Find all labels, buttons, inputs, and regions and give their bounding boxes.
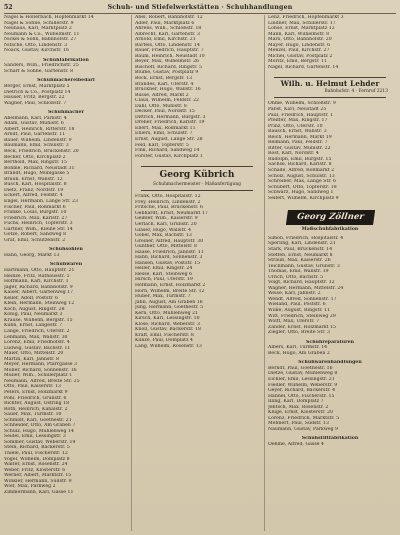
directory-entry: Baumann, Emil, Schulstr. 3 <box>4 143 69 149</box>
directory-entry: Beyer, Max, Wilhelmstr. 26 <box>135 59 200 65</box>
directory-entry: Ritter, Gustav, Mühlstr. 22 <box>268 145 331 151</box>
directory-entry: Bock, Ernst, Bergstr. 13 <box>135 76 193 82</box>
directory-entry: Ziegler, Otto, Breite Str. 3 <box>268 330 330 336</box>
directory-entry: Moritz, Emil, Bergstr. 11 <box>268 59 328 65</box>
directory-entry: Lenz, Friedrich, Hopfenmarkt 3 <box>268 15 344 20</box>
box-rule-top <box>141 166 253 167</box>
directory-entry: Dreher, Friedrich, Karlstr. 19 <box>135 120 205 126</box>
directory-entry: Marx, Otto, Bahnhofstr. 20 <box>268 37 332 43</box>
directory-entry: Fiedler, Wilhelm, Weberstr. 9 <box>268 382 338 388</box>
directory-entry: Jung, Hermann, Goethestr. 5 <box>135 305 204 311</box>
directory-entry: Baum, Heinrich, Neustadt 10 <box>135 53 205 59</box>
advertisement-title: Georg Kübrich <box>159 170 235 181</box>
directory-entry: Nagel & Söhne, Schillerstr. 9 <box>4 20 74 26</box>
directory-entry: Winkler, Hermann, Südstr. 9 <box>4 478 72 484</box>
directory-entry: Busse, Alfred, Markt 2 <box>135 92 189 98</box>
directory-entry: Mayer, Hugo, Lindenstr. 6 <box>268 42 331 48</box>
directory-entry: Böhme, Richard, Neustadt 31 <box>4 165 75 171</box>
directory-entry: Schmidt, Karl, Goethestr. 21 <box>4 417 72 423</box>
section-heading: Schuhwarenhandlungen <box>298 360 362 366</box>
directory-entry: Krause, Wilhelm, Bergstr. 15 <box>4 317 73 323</box>
advertisement-logo-subtitle: Maßschuhfabrikation <box>301 227 359 233</box>
advertisement-title: Wilh. u. Helmut Lehder <box>280 79 380 89</box>
directory-entry: Menzel, Paul, Kirchstr. 27 <box>268 48 330 54</box>
directory-entry: Naumann, Gustav, Parkweg 9 <box>268 426 339 432</box>
section-gap <box>268 70 392 74</box>
directory-entry: Ernst, August, Lange Str. 28 <box>135 137 203 143</box>
directory-entry: Walter, Ernst, Rosenstr. 24 <box>4 462 68 468</box>
directory-entry: Jahn, August, Am Graben 16 <box>135 299 203 305</box>
directory-entry: Kühn, Ernst, Langestr. 7 <box>4 323 63 329</box>
directory-entry: Thiele, Paul, Fischerstr. 12 <box>4 451 68 457</box>
directory-entry: Schneider, Otto, Am Graben 7 <box>4 423 76 429</box>
advertisement-logo: Georg Zöllner <box>286 210 375 225</box>
directory-entry: Werner, Albert, Marktstr. 15 <box>4 473 72 479</box>
column-2 <box>135 15 259 531</box>
directory-entry: Eckert, Alfred, Feldstr. 4 <box>4 193 63 199</box>
directory-entry: Schreiber, Max, Lange Str. 6 <box>268 179 337 185</box>
directory-entry: Illing, Karl, Domplatz 7 <box>268 399 324 405</box>
directory-entry: Neumann & Co., Wilhelmstr. 11 <box>4 31 80 37</box>
directory-entry: Ludwig, Gustav, Bachstr. 11 <box>4 345 71 351</box>
directory-entry: Fuchs, Heinrich, Töpferstr. 3 <box>4 221 73 227</box>
directory-entry: Fink, Richard, Sandweg 14 <box>135 148 200 154</box>
directory-entry: Oehme, Alfred, Gasse 4 <box>268 442 325 447</box>
directory-entry: Pabst, Karl, Neustadt 25 <box>268 107 327 113</box>
directory-entry: Sperling, Karl, Lindenstr. 21 <box>268 241 336 247</box>
directory-entry: Jentsch, Max, Rosenstr. 2 <box>268 404 329 410</box>
advertisement-box <box>268 77 392 98</box>
directory-entry: Fritsche, Paul, Brückenstr. 6 <box>135 205 203 211</box>
directory-entry: Dittrich, Hermann, Burgstr. 3 <box>135 114 206 120</box>
directory-entry: Scholz, August, Schulstr. 13 <box>268 173 335 179</box>
directory-entry: Lorenz, Friedrich, Marktstr. 5 <box>268 415 340 421</box>
directory-entry: Berger, Ernst, Marktplatz 5 <box>4 84 70 90</box>
directory-entry: Albers, Karl, Turmstr. 14 <box>268 345 328 351</box>
directory-entry: Bartels, Otto, Lindenstr. 14 <box>135 42 200 48</box>
directory-entry: Rausch, Ernst, Wallstr. 3 <box>268 129 327 135</box>
directory-entry: Maier, Otto, Mittelstr. 20 <box>4 351 64 357</box>
directory-entry: Schubert, Otto, Töpferstr. 18 <box>268 184 337 190</box>
directory-entry: Richter, August, Ostring 18 <box>4 401 70 407</box>
directory-entry: Fischer, Paul, Roßmarkt 6 <box>4 204 66 210</box>
directory-entry: Reimann, Paul, Feldstr. 7 <box>268 140 328 146</box>
directory-entry: Frank, Otto, Hospitalstr. 12 <box>135 194 201 200</box>
directory-entry: Dietze, Gustav, Mühlenweg 8 <box>268 371 338 377</box>
directory-entry: Vogel, Wilhelm, Domplatz 8 <box>4 456 70 462</box>
directory-entry: Hartmann, Otto, Hauptstr. 21 <box>4 267 75 273</box>
section-gap <box>268 201 392 205</box>
directory-entry: Otto, Paul, Kaiserstr. 13 <box>4 384 61 390</box>
directory-entry: Sauer, Max, Turmstr. 10 <box>4 412 62 418</box>
directory-entry: Hoffmann, Karl, Kirchstr. 1 <box>4 279 69 285</box>
section-heading: Schuhsohlen <box>49 247 83 253</box>
directory-entry: Brandes, Karl, Uferstr. 4 <box>135 81 194 87</box>
column-divider <box>131 15 132 531</box>
directory-entry: Dahl, Otto, Mühlstr. 8 <box>135 103 187 109</box>
directory-entry: Ahrens, Wilh., Schloßstr. 18 <box>135 26 202 32</box>
section-gap <box>135 159 259 163</box>
directory-entry: Reich, Hermann, Markt 19 <box>268 134 332 140</box>
directory-entry: Koch, August, Ringstr. 28 <box>4 306 65 312</box>
directory-entry: Feld, Karl, Töpferstr. 5 <box>135 142 189 148</box>
directory-entry: Blume, Gustav, Postplatz 9 <box>135 70 199 76</box>
directory-entry: Abel, Robert, Bahnhofstr. 12 <box>135 15 203 20</box>
advertisement-subtitle: Schuhmachermeister · Maßanfertigung <box>153 182 241 188</box>
header-rule <box>4 13 396 14</box>
directory-entry: Hesse, Karl, Steinweg 6 <box>135 271 193 277</box>
directory-entry: Götze, Robert, Sandweg 8 <box>4 232 67 238</box>
directory-entry: Franke, Louis, Burgstr. 10 <box>4 210 67 216</box>
directory-entry: Hauser, Fritz, Bergstr. 22 <box>4 95 65 101</box>
directory-entry: Friedrich, Max, Karlstr. 27 <box>4 215 68 221</box>
directory-entry: Voigt, Richard, Hauptstr. 12 <box>268 280 335 286</box>
directory-entry: Stark, Paul, Brückenstr. 14 <box>268 246 333 252</box>
advertisement-logo-wrap <box>268 210 392 225</box>
directory-entry: Wolf, Max, Parkweg 2 <box>4 484 56 490</box>
directory-entry: Arndt, Paul, Gartenstr. 11 <box>4 132 66 138</box>
directory-entry: Weise, Karl, Jahnstr. 2 <box>268 291 321 297</box>
directory-entry: Günther, Otto, Mittelstr. 8 <box>135 244 198 250</box>
directory-entry: Hahn, Richard, Sonnenstr. 3 <box>135 255 203 261</box>
directory-entry: Becker, Otto, Kirchplatz 2 <box>4 154 66 160</box>
directory-entry: Jäger, Richard, Bahnhofstr. 9 <box>4 284 73 290</box>
directory-entry: Knoll, Gustav, Bäckerstr. 18 <box>135 327 202 333</box>
directory-entry: Pfeiffer, Max, Ringstr. 17 <box>268 118 328 124</box>
directory-entry: Dietrich & Co., Postplatz 14 <box>4 89 71 95</box>
directory-entry: Wagner, Hermann, Mittelstr. 24 <box>268 285 344 291</box>
box-rule-bottom <box>141 190 253 191</box>
directory-entry: Kunze, Paul, Domplatz 4 <box>135 338 194 344</box>
directory-entry: Glaser, Hugo, Wallstr. 4 <box>135 227 192 233</box>
page-title: Schuh- und Stiefelwerkstätten · Schuhhandlungen <box>107 4 293 11</box>
directory-entry: Paul, Friedrich, Hauptstr. 1 <box>268 112 334 118</box>
directory-entry: Schwarz, Hugo, Sandweg 1 <box>268 190 334 196</box>
directory-entry: Bauer, Friedrich, Hauptstr. 7 <box>135 48 204 54</box>
directory-entry: Steffen, Ernst, Neumarkt 8 <box>268 252 333 258</box>
column-3 <box>268 15 392 531</box>
directory-entry: Klose, Richard, Weberstr. 3 <box>135 321 200 327</box>
directory-entry: Schulz, Hugo, Mühlenweg 14 <box>4 428 75 434</box>
column-divider <box>264 15 265 531</box>
directory-entry: Göbel, Max, Bachstr. 13 <box>135 233 192 239</box>
directory-entry: Lohse, Ernst, Marktplatz 12 <box>268 26 335 32</box>
directory-entry: Eichler, Emil, Lessingstr. 21 <box>268 376 335 382</box>
directory-entry: Wolff, Max, Uferstr. 7 <box>268 319 320 325</box>
directory-entry: Förster, Gustav, Kirchplatz 1 <box>135 153 203 159</box>
directory-entry: Huber, Max, Turmstr. 7 <box>135 294 191 300</box>
directory-entry: Weber, Fritz, Klosterstr. 6 <box>4 467 66 473</box>
directory-entry: Horn, Wilhelm, Breite Str. 12 <box>135 288 205 294</box>
directory-entry: Ohme, Wilhelm, Schloßstr. 9 <box>268 101 336 107</box>
directory-entry: Lehmann, Max, Wallstr. 30 <box>4 334 68 340</box>
directory-entry: Hahn, Georg, Markt 13 <box>4 252 60 258</box>
directory-entry: Martin, Karl, Jahnstr. 8 <box>4 356 60 362</box>
directory-entry: Lange, Friedrich, Uferstr. 2 <box>4 328 70 334</box>
directory-entry: Adler, Paul, Marktplatz 6 <box>135 20 195 26</box>
directory-entry: Seifert, Wilhelm, Kirchplatz 9 <box>268 195 339 201</box>
directory-entry: Neuhaus, Karl, Marktplatz 2 <box>4 26 72 32</box>
directory-entry: Engel, Hermann, Lange Str. 23 <box>4 198 78 204</box>
directory-entry: Ulrich, Otto, Bachstr. 5 <box>268 274 324 280</box>
directory-entry: Schade, Alfred, Roßmarkt 2 <box>268 168 335 174</box>
section-heading: Schuhwaren <box>49 262 83 268</box>
directory-entry: Teichmann, Gustav, Grünstr. 3 <box>268 263 340 269</box>
directory-entry: Möller, Richard, Sonnenstr. 16 <box>4 367 77 373</box>
directory-entry: Hirsch, Paul, Uferstr. 19 <box>135 277 193 283</box>
directory-entry: Prinz, Otto, Uferstr. 10 <box>268 123 323 129</box>
directory-entry: Witt, Friedrich, Steinweg 29 <box>268 313 336 319</box>
directory-entry: Michel, Gustav, Postplatz 2 <box>268 53 333 59</box>
advertisement-subtitle: Bahnhofstr. 4 · Fernruf 2213 <box>324 89 388 95</box>
directory-entry: Lang, Wilhelm, Rosenstr. 13 <box>135 343 202 349</box>
directory-entry: Gebhardt, Ernst, Neumarkt 17 <box>135 210 208 216</box>
directory-entry: Roth, Heinrich, Kanalstr. 2 <box>4 406 68 412</box>
directory-entry: Stein, Richard, Bäckerstr. 5 <box>4 445 70 451</box>
directory-entry: Keller, Adolf, Poststr. 6 <box>4 295 59 301</box>
directory-entry: Greiner, Alfred, Hauptstr. 30 <box>135 238 204 244</box>
directory-entry: Geyer, Richard, Bäckerstr. 4 <box>268 388 336 394</box>
directory-entry: Neumann, Alfred, Breite Str. 25 <box>4 378 80 384</box>
directory-entry: Wieland, Paul, Poststr. 6 <box>268 302 326 308</box>
directory-entry: Simon, Friedrich, Hospitalstr. 4 <box>268 235 344 241</box>
directory-entry: Rudolph, Emil, Burgstr. 15 <box>268 156 332 162</box>
directory-entry: Wendt, Alfred, Sonnenstr. 17 <box>268 296 337 302</box>
section-heading: Schuhfabrikation <box>43 57 89 63</box>
directory-entry: Noack, Gustav, Kirchstr. 16 <box>4 48 69 54</box>
directory-entry: Wilke, August, Ringstr. 11 <box>268 307 331 313</box>
directory-entry: Thomas, Emil, Wallstr. 19 <box>268 269 329 275</box>
directory-entry: Bischoff, Richard, Ringstr. 5 <box>135 64 202 70</box>
directory-entry: Berthold, Max, Ringstr. 15 <box>4 160 67 166</box>
directory-entry: Klein, Hermann, Steinweg 12 <box>4 301 75 307</box>
directory-entry: Pohl, Friedrich, Grünstr. 6 <box>4 395 67 401</box>
directory-entry: Arnold, Emil, Kirchstr. 21 <box>135 37 196 43</box>
directory-entry: Graf, Emil, Schützenstr. 2 <box>4 237 66 243</box>
directory-entry: Berndt, Paul, Goethestr. 16 <box>268 365 333 371</box>
directory-entry: Kirsch, Karl, Lessingstr. 10 <box>135 316 200 322</box>
directory-entry: Nitsche, Otto, Lindenstr. 3 <box>4 42 68 48</box>
directory-entry: Kaiser, Albert, Gartenweg 17 <box>4 290 74 296</box>
directory-entry: Albrecht, Karl, Gartenstr. 3 <box>135 31 200 37</box>
directory-entry: Claus, Wilhelm, Feldstr. 22 <box>135 98 200 104</box>
directory-entry: Gärtner, Wilh., Kleine Str. 14 <box>4 226 73 232</box>
directory-entry: Nagel & Hollerbach, Hopfenmarkt 14 <box>4 15 94 20</box>
box-rule-top <box>274 77 386 78</box>
directory-entry: Dietz, Franz, Nordstr. 19 <box>4 187 64 193</box>
advertisement-box <box>135 166 259 191</box>
directory-entry: Kern, Otto, Mühlenweg 21 <box>135 310 199 316</box>
column-1 <box>4 15 128 531</box>
directory-entry: Sanders, Wilh., Friedrichstr. 25 <box>4 63 79 69</box>
directory-entry: Decker, Paul, Nordstr. 15 <box>135 109 195 115</box>
directory-entry: Hähnel, Otto, Fischerstr. 15 <box>268 393 335 399</box>
directory-entry: Meyer, Hermann, Pfarrgasse 3 <box>4 362 78 368</box>
directory-entry: Lindner, Max, Schillerstr. 17 <box>268 20 336 26</box>
directory-entry: Sachse, Richard, Karlstr. 8 <box>268 162 332 168</box>
directory-entry: Braun, Ernst, Wallstr. 12 <box>4 176 63 182</box>
directory-entry: Busch, Karl, Hospitalstr. 8 <box>4 182 67 188</box>
directory-entry: Geißler, Wilh., Kaiserstr. 9 <box>135 216 198 222</box>
directory-entry: Seidel, Emil, Lessingstr. 3 <box>4 434 66 440</box>
directory-entry: Peters, Ernst, Holzmarkt 9 <box>4 390 68 395</box>
directory-entry: Albert, Heinrich, Ritterstr. 18 <box>4 126 75 132</box>
directory-entry: Heinze, Fritz, Rathausstr. 5 <box>4 273 70 279</box>
directory-entry: Strauß, Max, Kaiserstr. 26 <box>268 258 331 264</box>
directory-entry: Zander, Ernst, Holzmarkt 15 <box>268 324 337 330</box>
directory-entry: Ehlers, Emil, Schulstr. 7 <box>135 131 193 137</box>
directory-entry: Abelmann, Karl, Parkstr. 4 <box>4 115 67 121</box>
directory-entry: Sommer, Gustav, Weberstr. 19 <box>4 439 76 445</box>
directory-entry: Mehnert, Paul, Südstr. 13 <box>268 421 329 427</box>
directory-entry: Haase, Friedrich, Jahnstr. 11 <box>135 249 204 255</box>
directory-entry: Frey, Heinrich, Lindenstr. 2 <box>135 199 201 205</box>
directory-entry: Nickel & Sohn, Bahnhofstr. 27 <box>4 37 77 43</box>
directory-entry: Beck, Hugo, Am Graben 2 <box>268 350 330 356</box>
directory-entry: Lorenz, Emil, Friedhofstr. 4 <box>4 340 70 346</box>
section-heading: Schuhreparaturen <box>305 339 354 345</box>
directory-entry: Zimmermann, Karl, Gasse 11 <box>4 489 74 495</box>
section-heading: Schuhmachereibedarf <box>37 78 95 84</box>
directory-entry: Ebert, Max, Roßmarkt 11 <box>135 125 196 131</box>
directory-entry: Nagel, Richard, Gartenstr. 14 <box>268 64 339 70</box>
directory-entry: König, Paul, Neumarkt 3 <box>4 312 63 318</box>
directory-entry: Beck, Friedrich, Brückenstr. 20 <box>4 149 79 155</box>
directory-entry: Hansen, Gustav, Poststr. 15 <box>135 260 201 266</box>
directory-entry: Scharf & Söhne, Gartenstr. 8 <box>4 68 74 74</box>
directory-entry: Adam, Gustav, Mühlstr. 6 <box>4 121 64 127</box>
directory-entry: Kluge, Ernst, Klosterstr. 20 <box>268 410 333 416</box>
page-number: 52 <box>4 4 13 11</box>
directory-entry: Hofmann, Ernst, Holzmarkt 2 <box>135 282 206 288</box>
directory-entry: Mann, Karl, Wilhelmstr. 8 <box>268 31 330 37</box>
directory-entry: Heller, Emil, Ringstr. 24 <box>135 266 193 272</box>
directory-entry: Müller, Wilh., Schillerplatz 1 <box>4 373 73 379</box>
directory-entry: Brandt, Hugo, Mühlgasse 5 <box>4 171 70 177</box>
directory-entry: Rost, Karl, Nordstr. 4 <box>268 151 319 157</box>
box-rule-bottom <box>274 97 386 98</box>
directory-entry: Bauer, Wilhelm, Lindenstr. 9 <box>4 137 72 143</box>
section-heading: Schuhmacher <box>47 110 84 116</box>
directory-entry: Brückner, Hugo, Wallstr. 16 <box>135 87 201 93</box>
directory-entry: Wagner, Paul, Schloßstr. 7 <box>4 100 67 106</box>
directory-entry: Gerlach, Karl, Grünstr. 20 <box>135 221 197 227</box>
directory-entry: Kraft, Emil, Fischerstr. 8 <box>135 332 194 338</box>
section-heading: Schuhstiftfabrikation <box>301 436 359 442</box>
